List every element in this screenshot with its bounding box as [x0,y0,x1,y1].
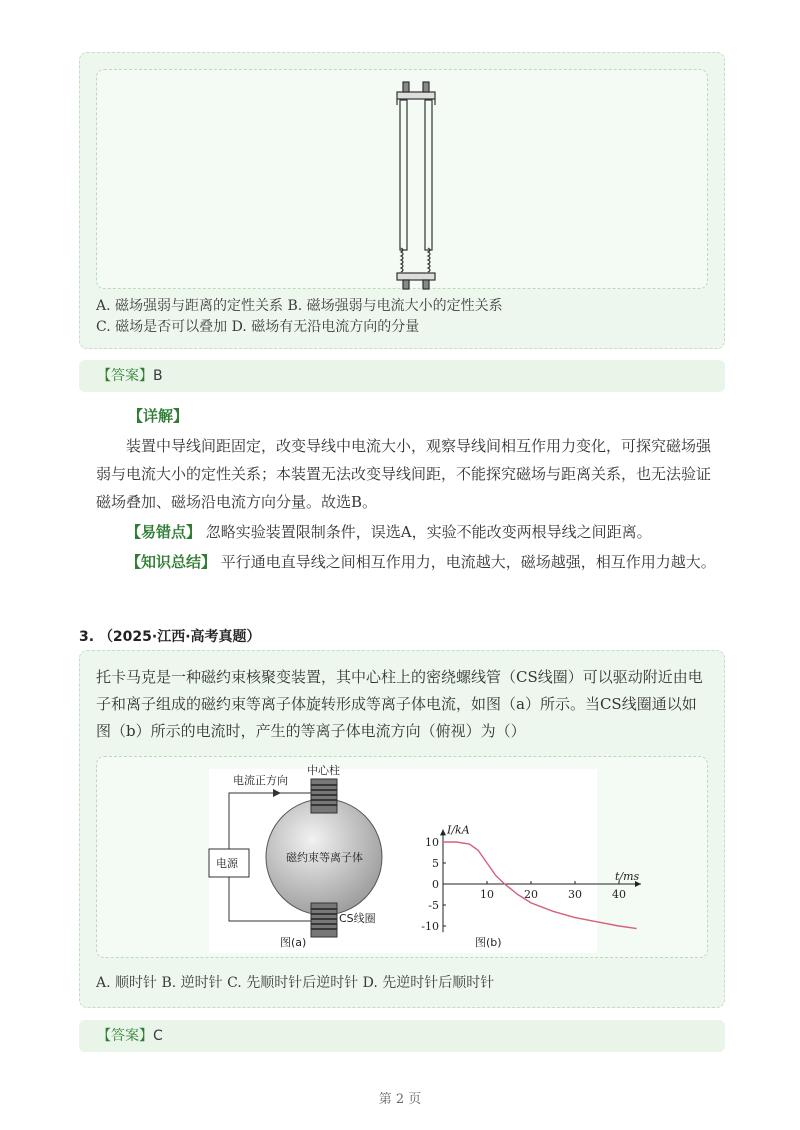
figure-b-caption: 图(b) [475,936,502,949]
q2-detail-heading [128,402,188,430]
question-source: （2025·江西·高考真题） [98,629,261,645]
x-axis-label: t/ms [615,870,640,883]
figure-a-caption: 图(a) [280,936,307,949]
y-tick-label: -10 [421,920,439,933]
tokamak-figures [97,757,709,959]
error-label: 【易错点】 [126,523,202,541]
plasma-label: 磁约束等离子体 [286,851,363,864]
summary-text: 平行通电直导线之间相互作用力，电流越大，磁场越强，相互作用力越大。 [220,553,716,571]
q2-summary [96,548,716,576]
q3-answer-bar [79,1020,725,1052]
parallel-wires-apparatus [97,70,709,290]
q3-options: A. 顺时针 B. 逆时针 C. 先顺时针后逆时针 D. 先逆时针后顺时针 [96,975,495,991]
answer-label: 【答案】 [97,368,153,384]
answer-label: 【答案】 [97,1028,153,1044]
x-tick-label: 10 [480,888,494,901]
q3-stem: 托卡马克是一种磁约束核聚变装置，其中心柱上的密绕螺线管（CS线圈）可以驱动附近由电子和离子组成的磁约束等离子体旋转形成等离子体电流，如图（a）所示。当CS线圈通以如图（b）所示的电流时，产生的等离子体电流方向（俯视）为（） [96,668,703,740]
summary-label: 【知识总结】 [126,553,217,571]
apparatus-figure-box [96,69,708,289]
x-tick-label: 40 [612,888,626,901]
center-column-label: 中心柱 [307,764,340,777]
current-direction-label: 电流正方向 [233,774,288,787]
q2-options-line-1: A. 磁场强弱与距离的定性关系 B. 磁场强弱与电流大小的定性关系 [96,298,503,314]
answer-value: C [153,1028,163,1044]
power-label: 电源 [216,857,238,870]
y-axis-label: I/kA [447,823,470,837]
y-tick-label: 5 [432,857,439,870]
question-number: 3. [79,629,95,645]
answer-value: B [153,368,163,384]
x-tick-label: 20 [524,888,538,901]
error-text: 忽略实验装置限制条件，误选A，实验不能改变两根导线之间距离。 [205,523,652,541]
cs-coil-label: CS线圈 [339,912,376,925]
page-footer: 第 2 页 [378,1092,422,1107]
y-tick-label: -5 [428,899,439,912]
q3-heading [79,626,261,646]
q3-figure-box [96,756,708,958]
q2-answer-bar [79,360,725,392]
question-2-card [79,52,725,349]
x-tick-label: 30 [568,888,582,901]
q2-error-point [96,518,716,546]
q2-options-line-2: C. 磁场是否可以叠加 D. 磁场有无沿电流方向的分量 [96,319,420,335]
q2-detail-text: 装置中导线间距固定，改变导线中电流大小，观察导线间相互作用力变化，可探究磁场强弱与电流大小的定性关系；本装置无法改变导线间距，不能探究磁场与距离关系，也无法验证磁场叠加、磁场沿电流方向分量。故选B。 [96,437,712,511]
y-tick-label: 10 [425,836,439,849]
y-tick-label: 0 [432,878,439,891]
detail-label: 【详解】 [128,407,189,425]
